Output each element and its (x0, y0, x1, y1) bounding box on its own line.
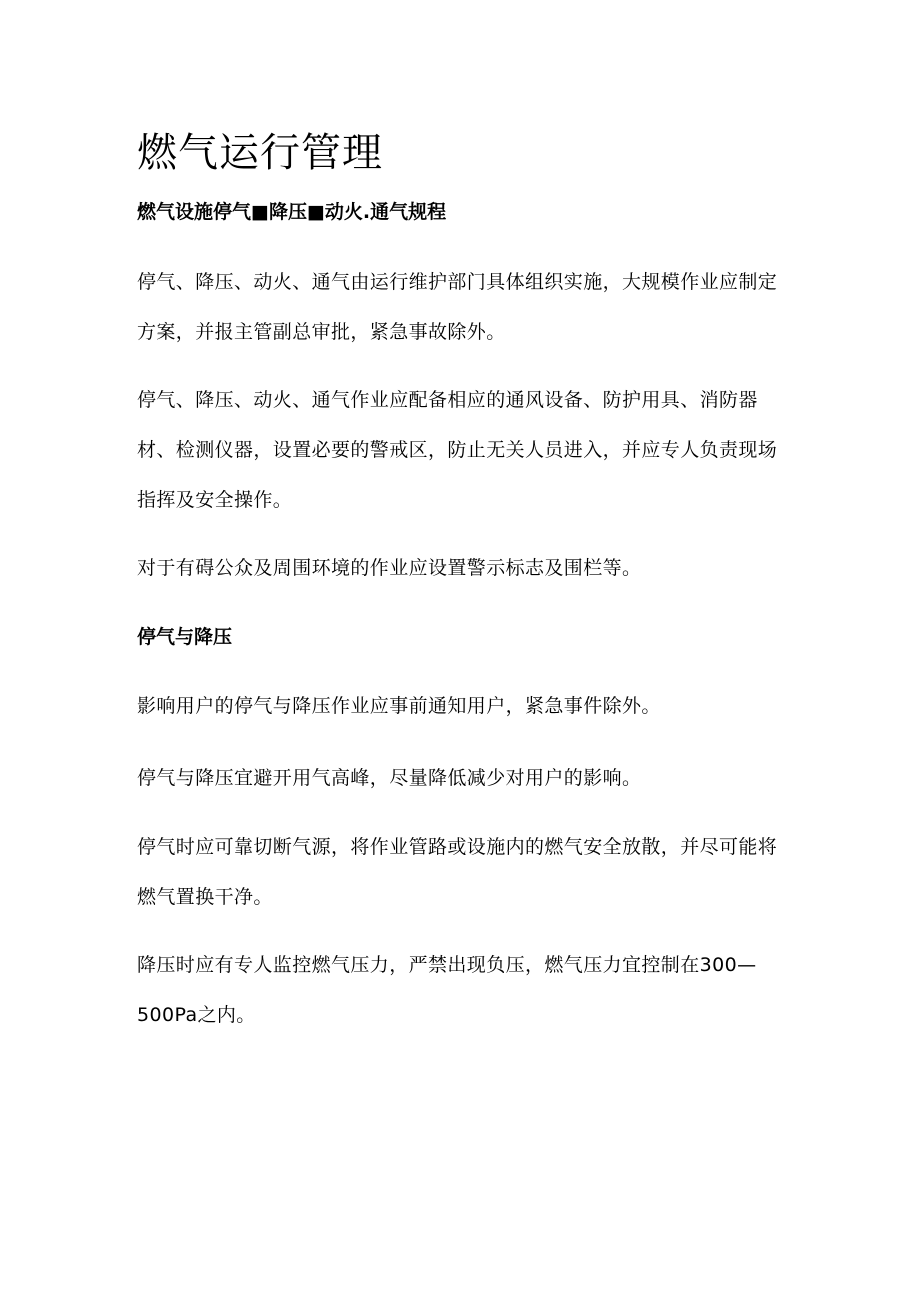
regulation-heading: 燃气设施停气■降压■动火.通气规程 (137, 201, 447, 223)
paragraph: 降压时应有专人监控燃气压力，严禁出现负压，燃气压力宜控制在300—500Pa之内。 (137, 954, 757, 1026)
paragraph: 停气、降压、动火、通气作业应配备相应的通风设备、防护用具、消防器材、检测仪器，设置必要的警戒区，防止无关人员进入，并应专人负责现场指挥及安全操作。 (137, 389, 778, 511)
document-title: 燃气运行管理 (137, 130, 383, 176)
paragraph: 影响用户的停气与降压作业应事前通知用户，紧急事件除外。 (137, 695, 661, 717)
section-heading: 停气与降压 (137, 626, 233, 648)
paragraph: 停气时应可靠切断气源，将作业管路或设施内的燃气安全放散，并尽可能将燃气置换干净。 (137, 836, 778, 908)
paragraph: 停气与降压宜避开用气高峰，尽量降低减少对用户的影响。 (137, 767, 642, 789)
paragraph: 对于有碍公众及周围环境的作业应设置警示标志及围栏等。 (137, 557, 642, 579)
paragraph: 停气、降压、动火、通气由运行维护部门具体组织实施，大规模作业应制定方案，并报主管副总审批，紧急事故除外。 (137, 271, 778, 343)
